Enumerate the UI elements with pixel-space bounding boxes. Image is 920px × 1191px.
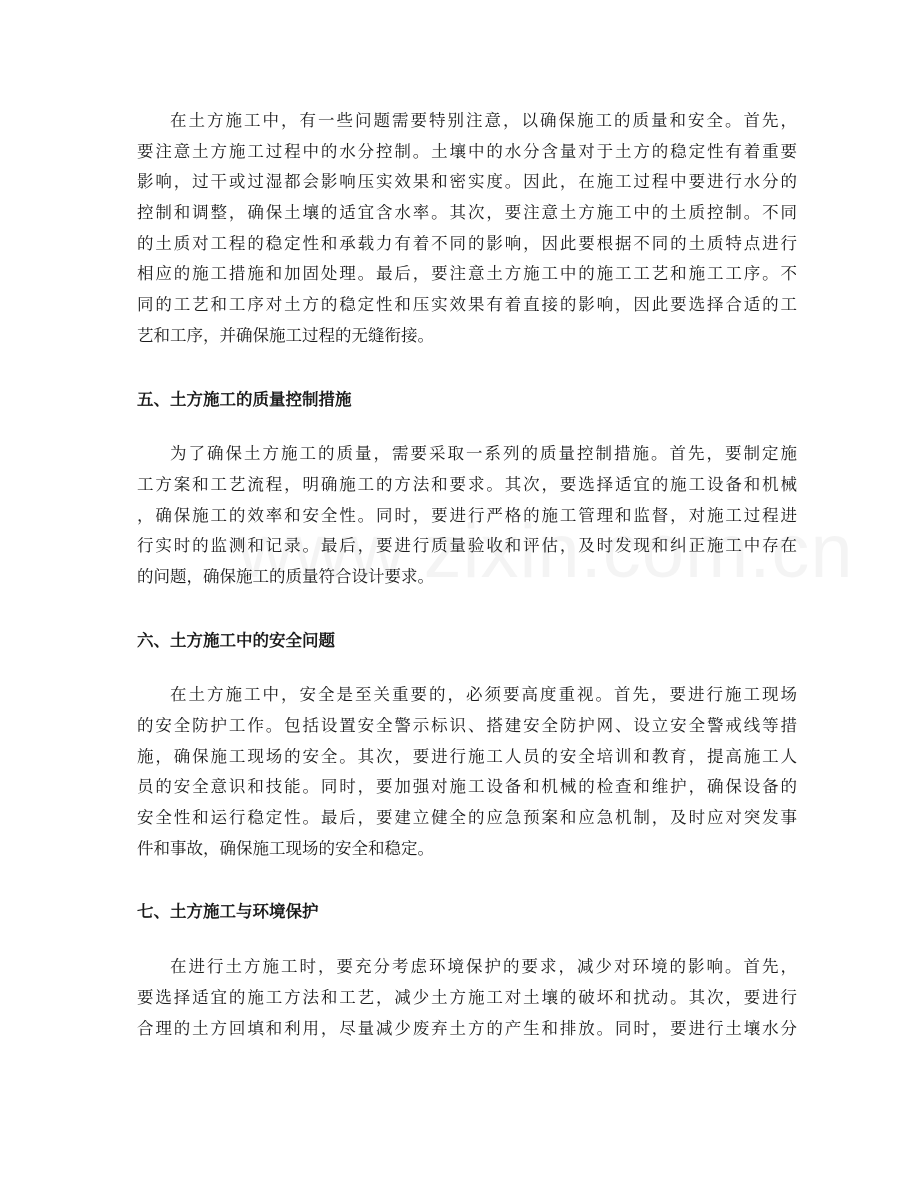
section-7-paragraph — [137, 952, 797, 1044]
paragraph-line: 相应的施工措施和加固处理。最后，要注意土方施工中的施工工艺和施工工序。不 — [137, 264, 797, 284]
paragraph-line: 工方案和工艺流程，明确施工的方法和要求。其次，要选择适宜的施工设备和机械 — [137, 474, 797, 494]
paragraph-line: 在土方施工中，安全是至关重要的，必须要高度重视。首先，要进行施工现场 — [170, 685, 797, 705]
paragraph-line: 施，确保施工现场的安全。其次，要进行施工人员的安全培训和教育，提高施工人 — [137, 746, 797, 766]
paragraph-line: 安全性和运行稳定性。最后，要建立健全的应急预案和应急机制，及时应对突发事 — [137, 808, 797, 828]
paragraph-line: 员的安全意识和技能。同时，要加强对施工设备和机械的检查和维护，确保设备的 — [137, 777, 797, 797]
paragraph-line: 在土方施工中，有一些问题需要特别注意，以确保施工的质量和安全。首先， — [170, 111, 797, 130]
section-5-paragraph — [137, 439, 797, 592]
document-body — [137, 106, 797, 1044]
paragraph-line: 控制和调整，确保土壤的适宜含水率。其次，要注意土方施工中的土质控制。不同 — [137, 203, 797, 223]
paragraph-line: 为了确保土方施工的质量，需要采取一系列的质量控制措施。首先，要制定施 — [170, 444, 797, 464]
paragraph-line: 合理的土方回填和利用，尽量减少废弃土方的产生和排放。同时，要进行土壤水分 — [137, 1018, 797, 1038]
section-5-heading: 五、土方施工的质量控制措施 — [137, 389, 352, 409]
paragraph-line: 在进行土方施工时，要充分考虑环境保护的要求，减少对环境的影响。首先， — [170, 957, 797, 977]
paragraph-line: 艺和工序，并确保施工过程的无缝衔接。 — [137, 325, 434, 345]
paragraph-line: 的安全防护工作。包括设置安全警示标识、搭建安全防护网、设立安全警戒线等措 — [137, 716, 797, 735]
paragraph-line: 件和事故，确保施工现场的安全和稳定。 — [137, 838, 434, 858]
intro-paragraph — [137, 106, 797, 352]
paragraph-line: 行实时的监测和记录。最后，要进行质量验收和评估，及时发现和纠正施工中存在 — [137, 536, 797, 556]
paragraph-line: ，确保施工的效率和安全性。同时，要进行严格的施工管理和监督，对施工过程进 — [137, 505, 797, 525]
paragraph-line: 的土质对工程的稳定性和承载力有着不同的影响，因此要根据不同的土质特点进行 — [137, 233, 797, 253]
paragraph-line: 影响，过干或过湿都会影响压实效果和密实度。因此，在施工过程中要进行水分的 — [137, 172, 797, 192]
section-6-heading: 六、土方施工中的安全问题 — [137, 630, 335, 650]
paragraph-line: 要选择适宜的施工方法和工艺，减少土方施工对土壤的破坏和扰动。其次，要进行 — [137, 987, 797, 1007]
paragraph-line: 的问题，确保施工的质量符合设计要求。 — [137, 566, 434, 586]
section-6-paragraph — [137, 680, 797, 864]
section-7-heading: 七、土方施工与环境保护 — [137, 902, 319, 922]
paragraph-line: 同的工艺和工序对土方的稳定性和压实效果有着直接的影响，因此要选择合适的工 — [137, 295, 797, 315]
paragraph-line: 要注意土方施工过程中的水分控制。土壤中的水分含量对于土方的稳定性有着重要 — [137, 141, 797, 161]
